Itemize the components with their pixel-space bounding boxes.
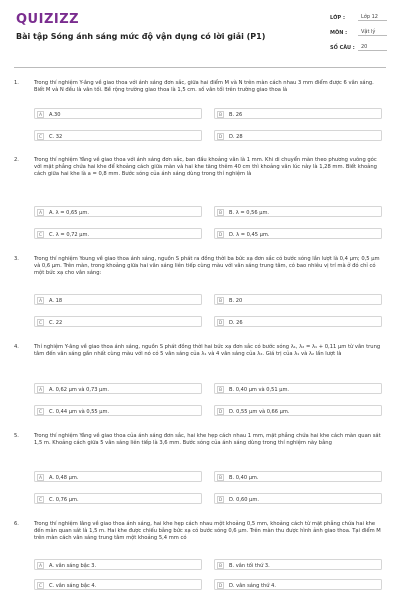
- option-text: C. 0,76 μm.: [49, 496, 79, 503]
- header-divider: [14, 67, 386, 68]
- option-a[interactable]: [34, 206, 202, 217]
- option-letter: D: [218, 233, 223, 238]
- subject-value: Vật lý: [358, 29, 387, 36]
- option-letter: B: [218, 211, 223, 216]
- option-d[interactable]: [214, 493, 382, 504]
- option-b[interactable]: [214, 383, 382, 394]
- option-a[interactable]: [34, 471, 202, 482]
- option-text: D. 26: [229, 319, 243, 326]
- option-text: A. 0,48 μm.: [49, 474, 79, 481]
- question-number: 1.: [14, 80, 19, 86]
- option-text: C. 0,44 μm và 0,55 μm.: [49, 408, 110, 415]
- question-number: 2.: [14, 157, 19, 163]
- option-letter: D: [218, 584, 223, 589]
- option-letter: A: [38, 299, 43, 304]
- option-letter: C: [38, 233, 43, 238]
- class-label: LỚP :: [330, 15, 345, 21]
- option-d[interactable]: [214, 316, 382, 327]
- option-letter: C: [38, 410, 43, 415]
- question-text: Trong thí nghiệm Yâng về giao thoa của ánh sáng đơn sắc, hai khe hẹp cách nhau 1 mm, mặt phẳng chứa hai khe cách màn quan sát 1,5 m. Khoảng cách giữa 5 vân sáng liên tiếp là 3,6 mm. Bước sóng của ánh sáng dùng trong thí nghiệm này bằng: [34, 433, 381, 447]
- option-text: D. vân sáng thứ 4.: [229, 582, 276, 589]
- option-text: B. 20: [229, 297, 243, 304]
- option-text: A.30: [49, 111, 61, 118]
- question-3: [14, 256, 386, 330]
- option-d[interactable]: [214, 130, 382, 141]
- option-b[interactable]: [214, 559, 382, 570]
- option-letter: D: [218, 135, 223, 140]
- option-b[interactable]: [214, 206, 382, 217]
- option-c[interactable]: [34, 130, 202, 141]
- page-title: Bài tập Sóng ánh sáng mức độ vận dụng có lời giải (P1): [16, 32, 266, 41]
- option-letter: C: [38, 321, 43, 326]
- class-value: Lớp 12: [358, 14, 387, 21]
- question-number: 4.: [14, 344, 19, 350]
- option-b[interactable]: [214, 294, 382, 305]
- option-d[interactable]: [214, 579, 382, 590]
- option-letter: D: [218, 410, 223, 415]
- option-d[interactable]: [214, 405, 382, 416]
- option-c[interactable]: [34, 228, 202, 239]
- option-letter: A: [38, 564, 43, 569]
- option-letter: B: [218, 113, 223, 118]
- option-letter: D: [218, 498, 223, 503]
- option-letter: C: [38, 498, 43, 503]
- option-text: A. vân sáng bậc 3.: [49, 562, 97, 569]
- option-text: C. 32: [49, 133, 63, 140]
- option-letter: C: [38, 135, 43, 140]
- question-count-label: SỐ CÂU :: [330, 45, 355, 51]
- question-text: Trong thí nghiệm Young về giao thoa ánh sáng, nguồn S phát ra đồng thời ba bức xạ đơn sắc có bước sóng lần lượt là 0,4 μm; 0,5 μm và 0,6 μm. Trên màn, trong khoảng giữa hai vân sáng liên tiếp cùng màu với vân sáng trung tâm, có bao nhiêu vị trí mà ở đó chỉ có một bức xạ cho vân sáng:: [34, 256, 380, 277]
- option-a[interactable]: [34, 559, 202, 570]
- option-text: C. vân sáng bậc 4.: [49, 582, 97, 589]
- option-text: B. 0,40 μm và 0,51 μm.: [229, 386, 290, 393]
- option-text: D. λ = 0,45 μm.: [229, 231, 270, 238]
- question-text: Trong thí nghiệm Y-âng về giao thoa với ánh sáng đơn sắc, giữa hai điểm M và N trên màn cách nhau 3 mm điểm được 6 vân sáng. Biết M và N đều là vân tối. Bề rộng trường giao thoa là 1,5 cm. số vân tối trên trường giao thoa là: [34, 80, 374, 94]
- option-b[interactable]: [214, 471, 382, 482]
- quizizz-logo: QUIZIZZ: [16, 12, 80, 27]
- document-header: [0, 0, 400, 66]
- question-2: [14, 157, 386, 243]
- option-text: D. 0,55 μm và 0,66 μm.: [229, 408, 290, 415]
- option-c[interactable]: [34, 579, 202, 590]
- option-text: D. 28: [229, 133, 243, 140]
- option-d[interactable]: [214, 228, 382, 239]
- option-a[interactable]: [34, 294, 202, 305]
- option-letter: A: [38, 113, 43, 118]
- option-letter: D: [218, 321, 223, 326]
- option-letter: A: [38, 476, 43, 481]
- option-text: B. 0,40 μm.: [229, 474, 259, 481]
- option-a[interactable]: [34, 383, 202, 394]
- question-5: [14, 433, 386, 509]
- option-letter: A: [38, 388, 43, 393]
- option-letter: B: [218, 388, 223, 393]
- option-text: A. λ = 0,65 μm.: [49, 209, 89, 216]
- question-count-value: 20: [358, 44, 387, 51]
- question-text: Trong thí nghiệm Yâng về giao thoa với ánh sáng đơn sắc, ban đầu khoảng vân là 1 mm. Khi di chuyển màn theo phương vuông góc với mặt phẳng chứa hai khe để khoảng cách giữa màn và hai khe tăng thêm 40 cm thì khoảng vân lúc này là 1,28 mm. Biết khoảng cách giữa hai khe là a = 0,8 mm. Bước sóng của ánh sáng dùng trong thí nghiệm là: [34, 157, 377, 178]
- question-1: [14, 80, 386, 146]
- question-4: [14, 344, 386, 420]
- question-text: Trong thí nghiệm Iâng về giao thoa ánh sáng, hai khe hẹp cách nhau một khoảng 0,5 mm, khoảng cách từ mặt phẳng chứa hai khe đến màn quan sát là 1,5 m. Hai khe được chiếu bằng bức xạ có bước sóng 0,6 μm. Trên màn thu được hình ảnh giao thoa. Tại điểm M trên màn cách vân sáng trung tâm một khoảng 5,4 mm có: [34, 521, 381, 542]
- option-text: B. 26: [229, 111, 243, 118]
- option-b[interactable]: [214, 108, 382, 119]
- option-letter: A: [38, 211, 43, 216]
- option-letter: C: [38, 584, 43, 589]
- subject-label: MÔN :: [330, 30, 348, 36]
- option-c[interactable]: [34, 493, 202, 504]
- option-a[interactable]: [34, 108, 202, 119]
- option-c[interactable]: [34, 405, 202, 416]
- option-text: A. 18: [49, 297, 63, 304]
- option-text: B. vân tối thứ 3.: [229, 562, 270, 569]
- option-text: A. 0,62 μm và 0,73 μm.: [49, 386, 109, 393]
- option-text: C. λ = 0,72 μm.: [49, 231, 90, 238]
- question-number: 3.: [14, 256, 19, 262]
- question-number: 5.: [14, 433, 19, 439]
- option-text: B. λ = 0,56 μm.: [229, 209, 270, 216]
- question-text: Thí nghiệm Y-âng về giao thoa ánh sáng, nguồn S phát đồng thời hai bức xạ đơn sắc có bước sóng λ₁, λ₂ = λ₁ + 0,11 μm từ vân trung tâm đến vân sáng gần nhất cùng màu với nó có 5 vân sáng của λ₁ và 4 vân sáng của λ₂. Giá trị của λ₁ và λ₂ lần lượt là: [34, 344, 381, 358]
- option-c[interactable]: [34, 316, 202, 327]
- question-number: 6.: [14, 521, 19, 527]
- option-letter: B: [218, 476, 223, 481]
- option-letter: B: [218, 564, 223, 569]
- question-6: [14, 521, 386, 597]
- option-text: D. 0,60 μm.: [229, 496, 259, 503]
- option-letter: B: [218, 299, 223, 304]
- option-text: C. 22: [49, 319, 63, 326]
